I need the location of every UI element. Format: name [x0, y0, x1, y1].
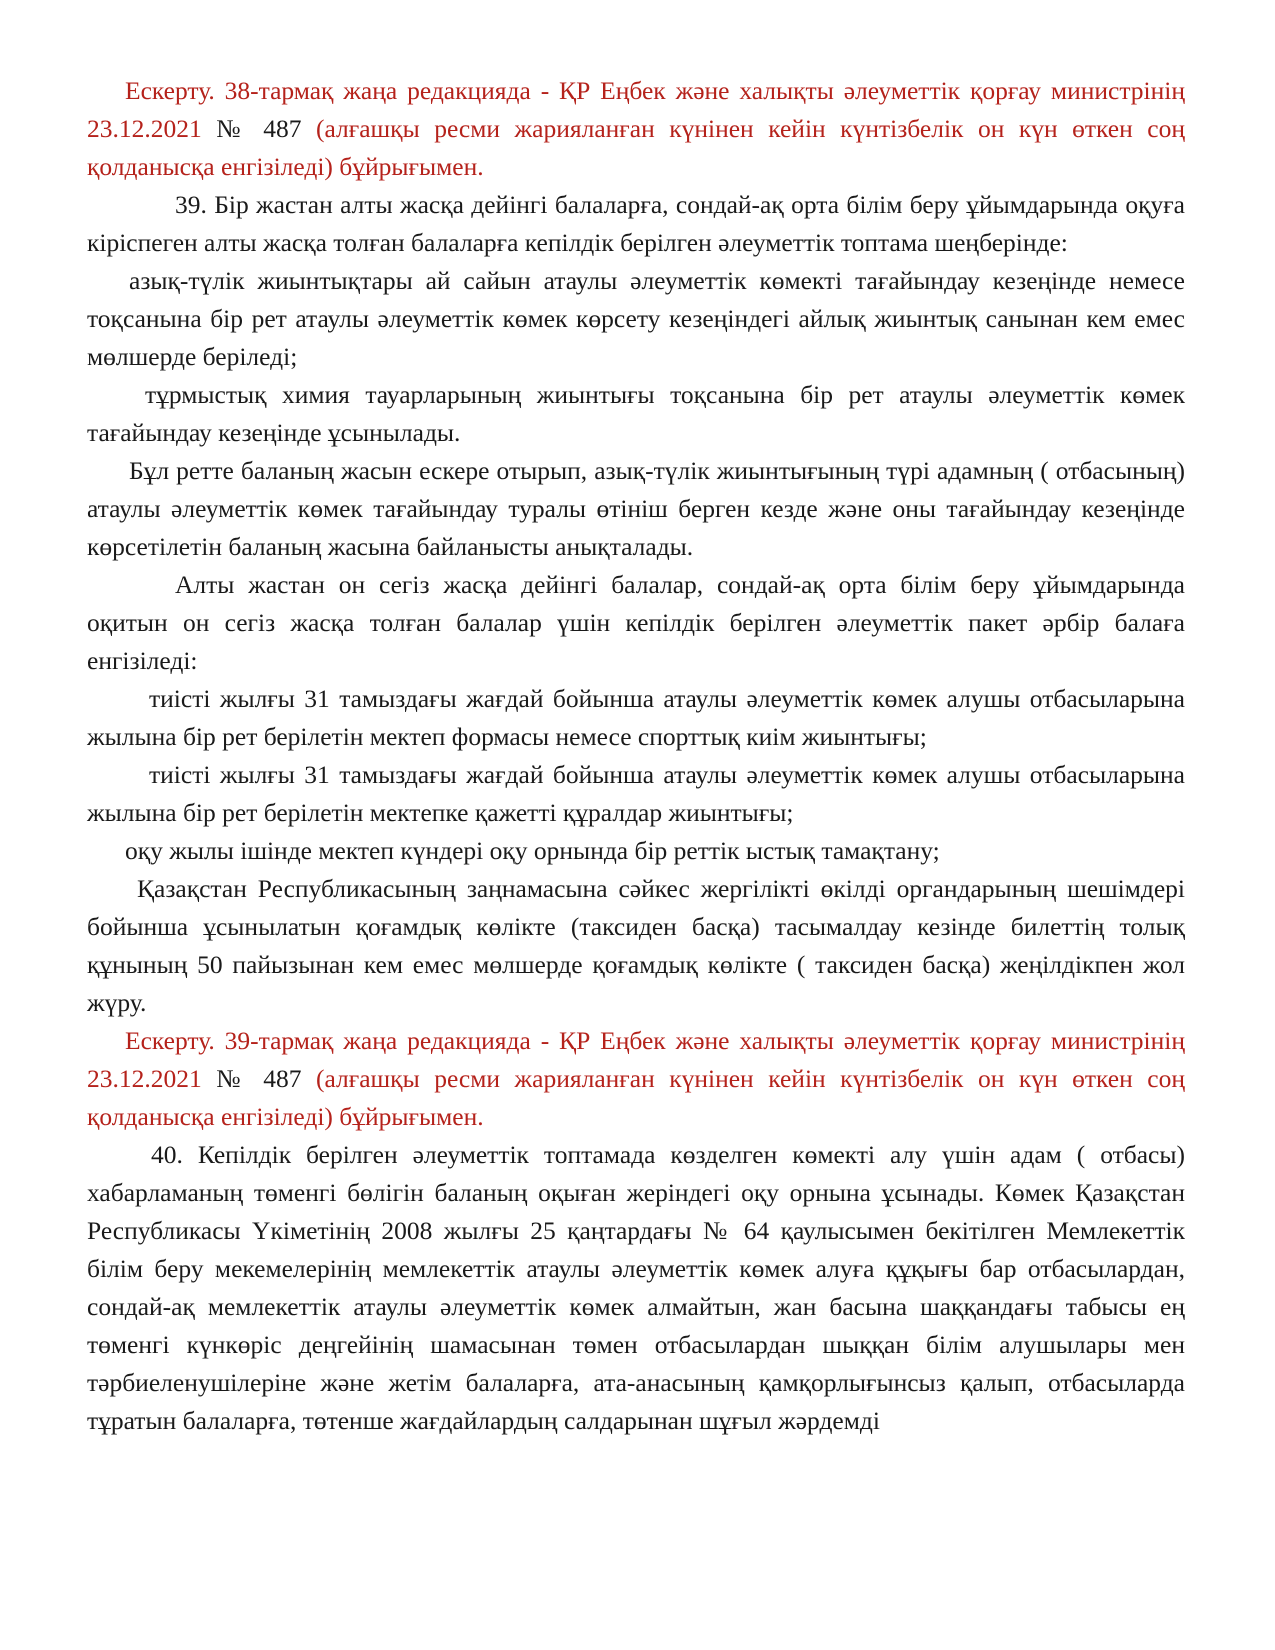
paragraph-39-hot-meals: оқу жылы ішінде мектеп күндері оқу орнында бір реттік ыстық тамақтану;	[125, 836, 940, 865]
note-39-lead: Ескерту. 39-тармақ жаңа редакцияда - ҚР Еңбек және халықты әлеуметтік қорғау министрінің 23.12.2021	[87, 1026, 1185, 1093]
document-page	[87, 72, 1185, 1440]
paragraph-39-school-uniform: тиісті жылғы 31 тамыздағы жағдай бойынша атаулы әлеуметтік көмек алушы отбасыларына жылына бір рет берілетін мектеп формасы немесе спорттық киім жиынтығы;	[87, 684, 1185, 751]
paragraph-39-household-chemicals: тұрмыстық химия тауарларының жиынтығы тоқсанына бір рет атаулы әлеуметтік көмек тағайындау кезеңінде ұсынылады.	[87, 380, 1185, 447]
paragraph-39-older-children-intro: Алты жастан он сегіз жасқа дейінгі балалар, сондай-ақ орта білім беру ұйымдарында оқитын он сегіз жасқа толған балалар үшін кепілдік берілген әлеуметтік пакет әрбір балаға енгізіледі:	[87, 570, 1185, 675]
amendment-note-39	[87, 1022, 1185, 1136]
note-38-lead: Ескерту. 38-тармақ жаңа редакцияда - ҚР Еңбек және халықты әлеуметтік қорғау министрінің 23.12.2021	[87, 76, 1185, 143]
paragraph-39-food-type-note: Бұл ретте баланың жасын ескере отырып, азық-түлік жиынтығының түрі адамның ( отбасының) атаулы әлеуметтік көмек тағайындау туралы өтініш берген кезде және оны тағайындау кезеңінде көрсетілетін баланың жасына байланысты анықталады.	[87, 456, 1185, 561]
note-39-tail: (алғашқы ресми жарияланған күнінен кейін күнтізбелік он күн өткен соң қолданысқа енгізіледі) бұйрығымен.	[87, 1064, 1185, 1131]
paragraph-39-school-supplies: тиісті жылғы 31 тамыздағы жағдай бойынша атаулы әлеуметтік көмек алушы отбасыларына жылына бір рет берілетін мектепке қажетті құралдар жиынтығы;	[87, 760, 1185, 827]
note-38-order-link[interactable]: № 487	[216, 114, 302, 143]
note-39-order-link[interactable]: № 487	[216, 1064, 302, 1093]
paragraph-39-public-transport: Қазақстан Республикасының заңнамасына сәйкес жергілікті өкілді органдарының шешімдері бойынша ұсынылатын қоғамдық көлікте (таксиден басқа) тасымалдау кезінде билеттің толық құнының 50 пайызынан кем емес мөлшерде қоғамдық көлікте ( таксиден басқа) жеңілдікпен жол жүру.	[87, 874, 1185, 1017]
note-38-tail: (алғашқы ресми жарияланған күнінен кейін күнтізбелік он күн өткен соң қолданысқа енгізіледі) бұйрығымен.	[87, 114, 1185, 181]
paragraph-40: 40. Кепілдік берілген әлеуметтік топтамада көзделген көмекті алу үшін адам ( отбасы) хабарламаның төменгі бөлігін баланың оқыған жеріндегі оқу орнына ұсынады. Көмек Қазақстан Республикасы Үкіметінің 2008 жылғы 25 қаңтардағы № 64 қаулысымен бекітілген Мемлекеттік білім беру мекемелерінің мемлекеттік атаулы әлеуметтік көмек алуға құқығы бар отбасылардан, сондай-ақ мемлекеттік атаулы әлеуметтік көмек алмайтын, жан басына шаққандағы табысы ең төменгі күнкөріс деңгейінің шамасынан төмен отбасылардан шыққан білім алушылары мен тәрбиеленушілеріне және жетім балаларға, ата-анасының қамқорлығынсыз қалып, отбасыларда тұратын балаларға, төтенше жағдайлардың салдарынан шұғыл жәрдемді	[87, 1140, 1185, 1435]
paragraph-39-food-sets: азық-түлік жиынтықтары ай сайын атаулы әлеуметтік көмекті тағайындау кезеңінде немесе тоқсанына бір рет атаулы әлеуметтік көмек көрсету кезеңіндегі айлық жиынтық санынан кем емес мөлшерде беріледі;	[87, 266, 1185, 371]
paragraph-39-intro: 39. Бір жастан алты жасқа дейінгі балаларға, сондай-ақ орта білім беру ұйымдарында оқуға кіріспеген алты жасқа толған балаларға кепілдік берілген әлеуметтік топтама шеңберінде:	[87, 190, 1185, 257]
amendment-note-38	[87, 72, 1185, 186]
